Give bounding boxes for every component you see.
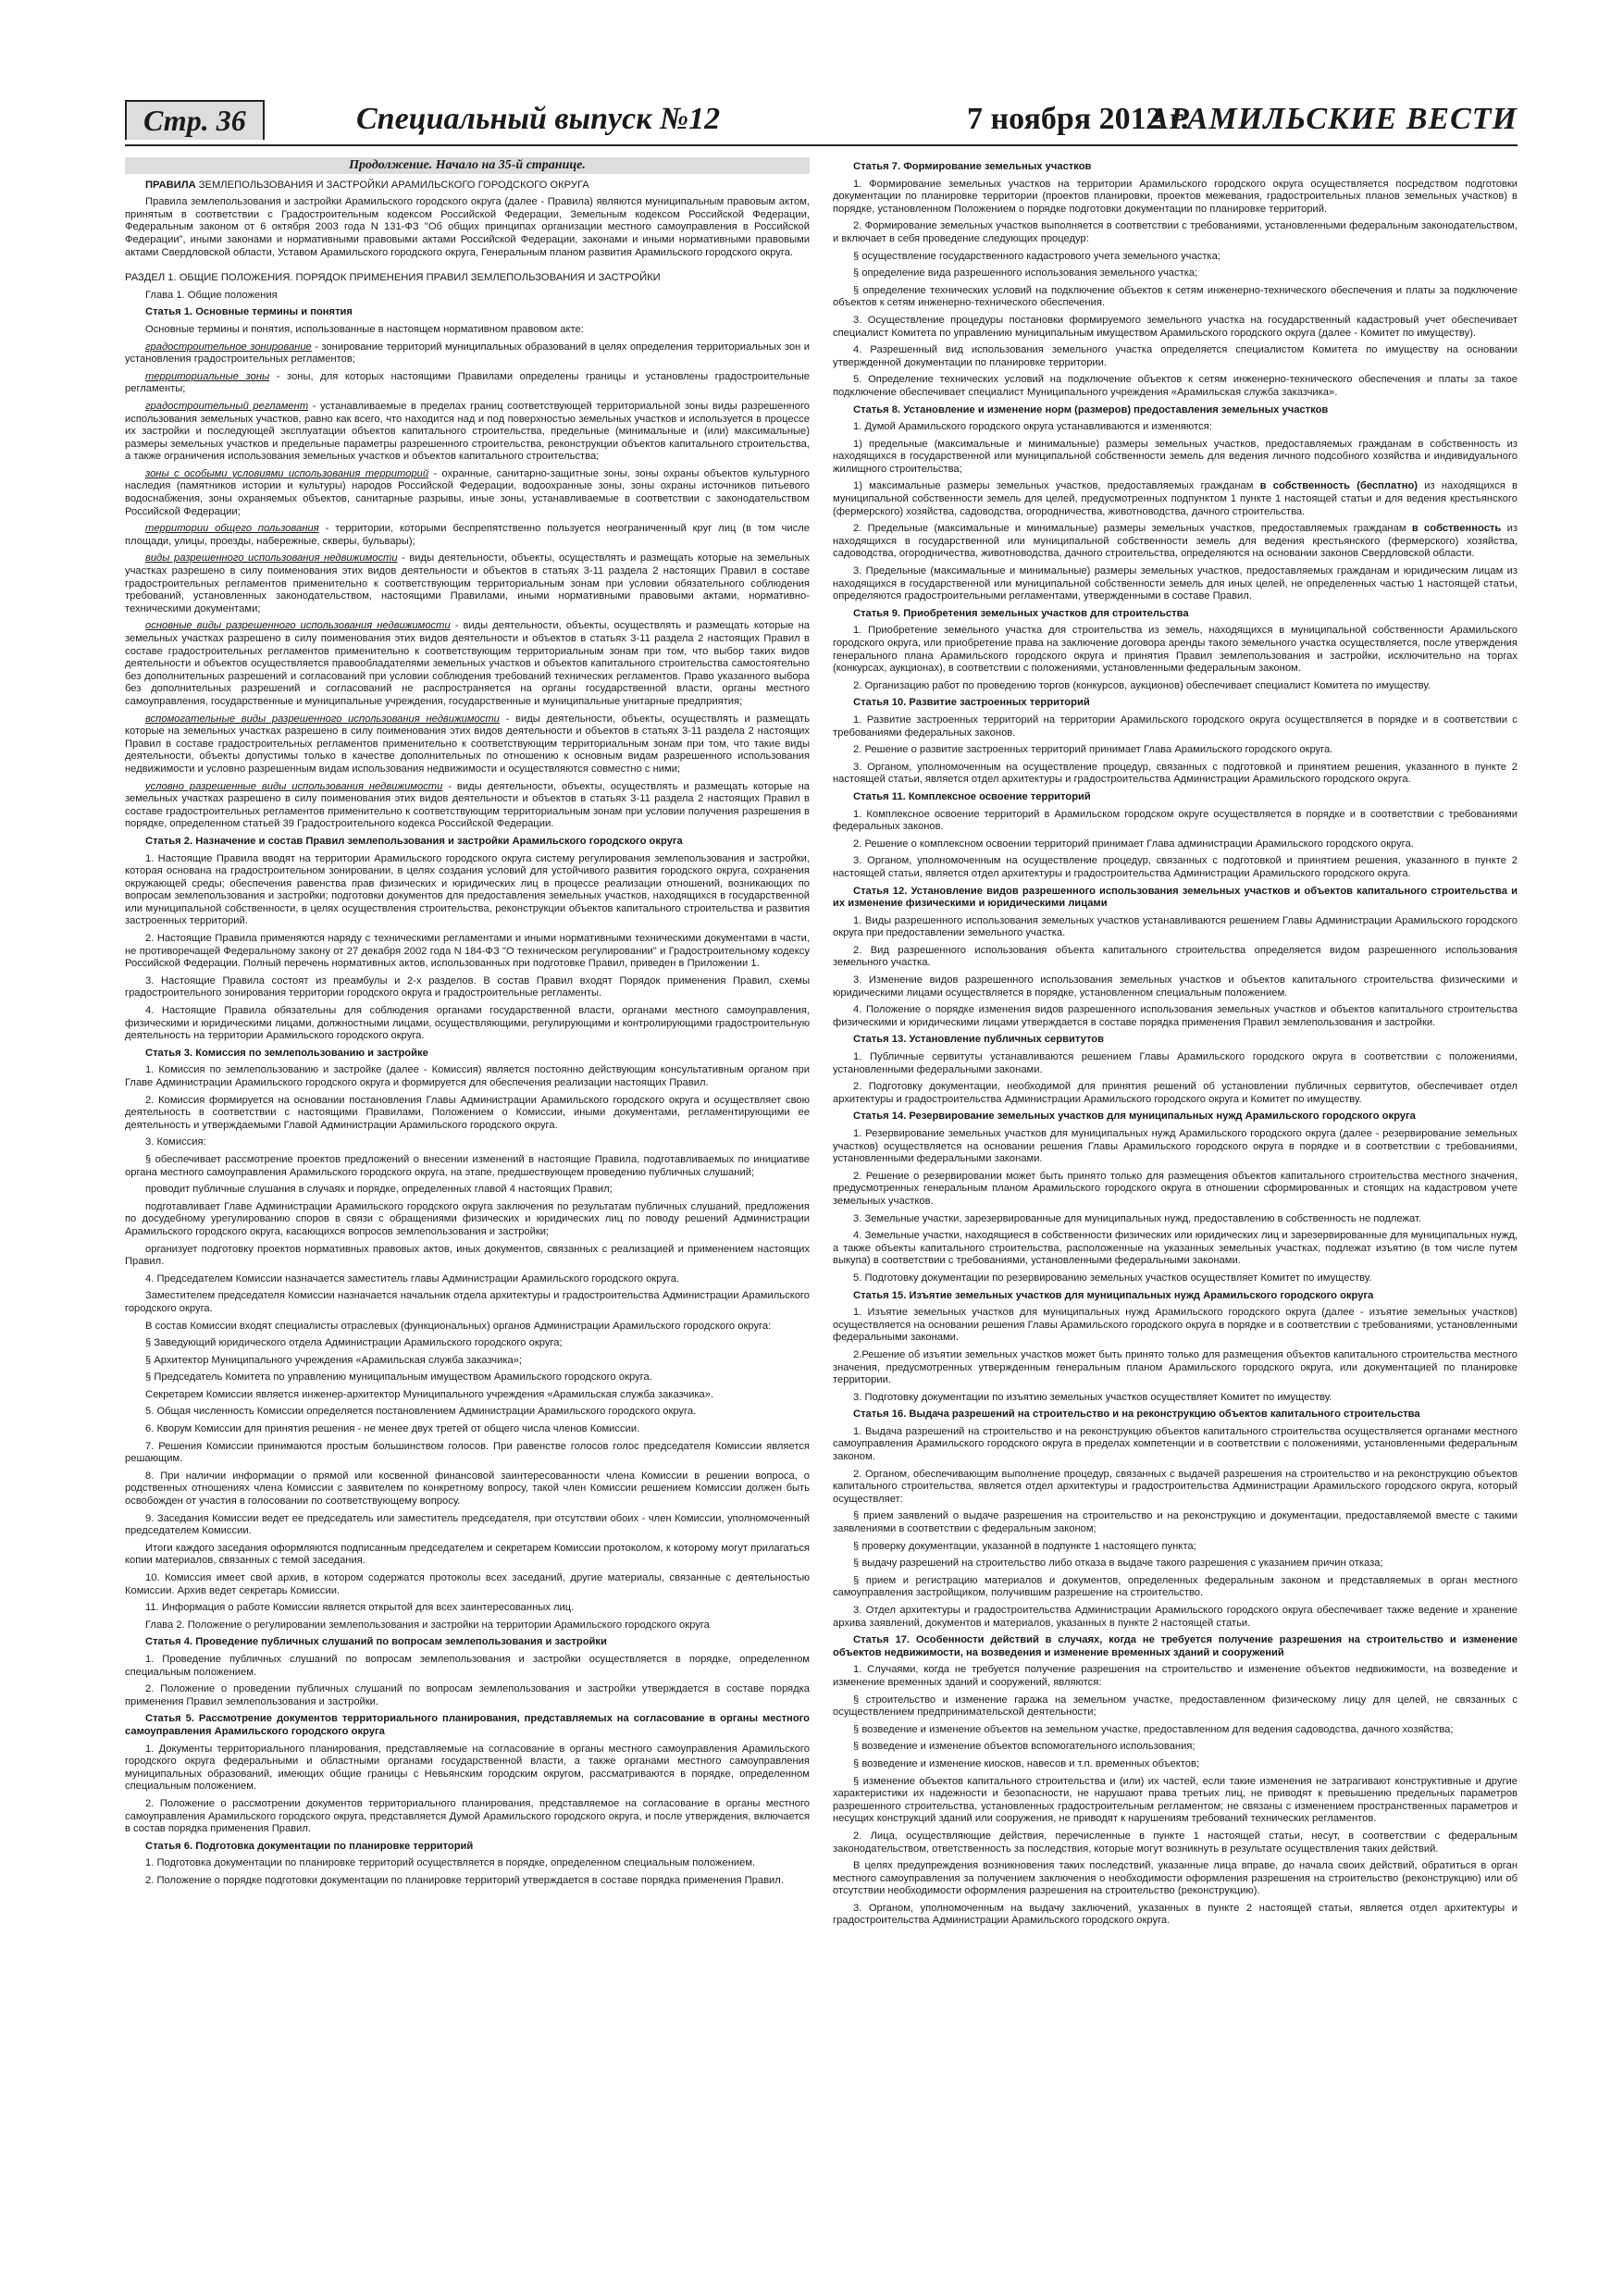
paragraph: 3. Изменение видов разрешенного использования земельных участков и объектов капитального строительства физическими и юридическими лицами осуществляется в порядке, установленном специальным положением. bbox=[833, 974, 1518, 999]
definition: - охранные, санитарно-защитные зоны, зоны охраны объектов культурного наследия (памятников истории и культуры) народов Российской Федерации, водоохранные зоны, зоны охраны источников питьевого водоснабжения, зоны охраняемых объектов, санитарные разрывы, иные зоны, устанавливаемые в соответствии с законодательством Российской Федерации; bbox=[125, 467, 810, 517]
definition: - виды деятельности, объекты, осуществлять и размещать которые на земельных участках разрешено в силу поименования этих видов деятельности и объектов в статьях 3-11 раздела 2 настоящих Правил в составе градостроительных регламентов применительно к соответствующим территориальным зонам при условии получения разрешения в порядке, определенном статьей 39 Градостроительного кодекса Российской Федерации. bbox=[125, 780, 810, 830]
paragraph: 4. Разрешенный вид использования земельного участка определяется специалистом Комитета по имуществу на основании утвержденной документации по планировке территории. bbox=[833, 344, 1518, 368]
continuation-note: Продолжение. Начало на 35-й странице. bbox=[125, 157, 810, 174]
list-item: § возведение и изменение объектов на земельном участке, предоставленном для ведения садоводства, дачного хозяйства; bbox=[853, 1723, 1454, 1735]
paragraph: 5. Определение технических условий на подключение объектов к сетям инженерно-технического обеспечения и платы за такое подключение обеспечивает специалист Муниципального учреждения «Арамильская служба заказчика». bbox=[833, 374, 1518, 398]
paragraph: 1. Думой Арамильского городского округа устанавливаются и изменяются: bbox=[853, 421, 1212, 433]
paragraph: 5. Общая численность Комиссии определяется постановлением Администрации Арамильского городского округа. bbox=[145, 1406, 697, 1418]
term-definition bbox=[125, 620, 810, 708]
paragraph: Итоги каждого заседания оформляются подписанным председателем и секретарем Комиссии протоколом, к которому могут прилагаться копии материалов, связанных с темой заседания. bbox=[125, 1542, 810, 1567]
article-heading: Статья 11. Комплексное освоение территорий bbox=[853, 790, 1091, 802]
term: виды разрешенного использования недвижимости bbox=[145, 552, 398, 565]
paragraph: 1. Публичные сервитуты устанавливаются решением Главы Арамильского городского округа в соответствии с положениями, установленными федеральными законами. bbox=[833, 1051, 1518, 1075]
page-number: Стр. 36 bbox=[125, 100, 265, 140]
list-item: § возведение и изменение объектов вспомогательного использования; bbox=[853, 1741, 1196, 1753]
paragraph: 1. Комплексное освоение территорий в Арамильском городском округе осуществляется в порядке и в соответствии с требованиями федеральных законов. bbox=[833, 808, 1518, 833]
paragraph: 1. Резервирование земельных участков для муниципальных нужд Арамильского городского округа (далее - резервирование земельных участков) осуществляется на основании решения Главы Арамильского городского округа в порядке и в соответствии с требованиями, установленными федеральными законами. bbox=[833, 1128, 1518, 1165]
article-heading: Статья 13. Установление публичных сервитутов bbox=[853, 1034, 1105, 1046]
paragraph: 1. Развитие застроенных территорий на территории Арамильского городского округа осуществляется в порядке и в соответствии с требованиями федеральных законов. bbox=[833, 714, 1518, 738]
article-heading: Статья 15. Изъятие земельных участков для муниципальных нужд Арамильского городского округа bbox=[853, 1289, 1374, 1301]
list-item: § изменение объектов капитального строительства и (или) их частей, если такие изменения не затрагивают конструктивные и другие характеристики их надежности и безопасности, не нарушают права третьих лиц, не приводят к превышению предельных параметров разрешенного строительства, установленных градостроительным регламентом; не связаны с изменением пространственных параметров и несущих конструкций зданий или сооружения, не приводят к нарушениям требований технических регламентов. bbox=[833, 1775, 1518, 1825]
chapter-heading: Глава 1. Общие положения bbox=[145, 289, 278, 301]
paragraph: 4. Земельные участки, находящиеся в собственности физических или юридических лиц и зарезервированные для муниципальных нужд, а также объекты капитального строительства, расположенные на указанных земельных участках, подлежат изъятию (в том числе путем выкупа) в соответствии с требованиями, установленными федеральными законами. bbox=[833, 1230, 1518, 1267]
text-run: 1) максимальные размеры земельных участков, предоставляемых гражданам bbox=[853, 480, 1260, 492]
list-item: § Заведующий юридического отдела Администрации Арамильского городского округа; bbox=[145, 1337, 563, 1349]
term: вспомогательные виды разрешенного использования недвижимости bbox=[145, 713, 500, 725]
term-definition bbox=[125, 401, 810, 464]
term: градостроительный регламент bbox=[145, 400, 309, 412]
list-item: § Архитектор Муниципального учреждения «Арамильская служба заказчика»; bbox=[145, 1354, 523, 1366]
term: градостроительное зонирование bbox=[145, 341, 312, 353]
term-definition bbox=[125, 341, 810, 366]
paragraph: 1. Выдача разрешений на строительство и на реконструкцию объектов капитального строительства осуществляется органами местного самоуправления Арамильского городского округа в пределах компетенции и в соответствии с положениями, установленными федеральным законом. bbox=[833, 1425, 1518, 1463]
paragraph: 2. Подготовку документации, необходимой для принятия решений об установлении публичных сервитутов, обеспечивает отдел архитектуры и градостроительства Администрации Арамильского городского округа и Комитет по имуществу. bbox=[833, 1081, 1518, 1105]
right-column bbox=[833, 157, 1518, 2249]
paragraph: 1. Комиссия по землепользованию и застройке (далее - Комиссия) является постоянно действующим консультативным органом при Главе Администрации Арамильского городского округа и формируется для обеспечения реализации настоящих Правил. bbox=[125, 1064, 810, 1088]
bold-run: в собственность bbox=[1411, 523, 1502, 535]
rules-title-bold: ПРАВИЛА bbox=[145, 179, 196, 191]
paragraph: 3. Отдел архитектуры и градостроительства Администрации Арамильского городского округа обеспечивает также ведение и хранение архива заявлений, документов и материалов, указанных в пункте 2 настоящей статьи. bbox=[833, 1605, 1518, 1629]
paragraph: 5. Подготовку документации по резервированию земельных участков осуществляет Комитет по имуществу. bbox=[853, 1272, 1372, 1284]
term: территориальные зоны bbox=[145, 370, 270, 382]
paragraph: 6. Кворум Комиссии для принятия решения - не менее двух третей от общего числа членов Комиссии. bbox=[145, 1423, 640, 1435]
paragraph: 2. Комиссия формируется на основании постановления Главы Администрации Арамильского городского округа и осуществляет свою деятельность в соответствии с настоящими Правилами, Положением о Комиссии, иными документами, регламентирующими ее деятельность и утверждаемыми Главой Администрации Арамильского городского округа. bbox=[125, 1094, 810, 1131]
paragraph: 1. Изъятие земельных участков для муниципальных нужд Арамильского городского округа (далее - изъятие земельных участков) осуществляется на основании решения Главы Арамильского городского округа в порядке и в соответствии с требованиями, установленными федеральными законами. bbox=[833, 1307, 1518, 1344]
list-item: § строительство и изменение гаража на земельном участке, предоставленном физическому лицу для целей, не связанных с осуществлением предпринимательской деятельности; bbox=[833, 1694, 1518, 1719]
article-heading: Статья 9. Приобретения земельных участков для строительства bbox=[853, 607, 1189, 619]
newspaper-name: АРАМИЛЬСКИЕ ВЕСТИ bbox=[1147, 102, 1518, 136]
article-heading: Статья 7. Формирование земельных участков bbox=[853, 161, 1092, 172]
definition: - виды деятельности, объекты, осуществлять и размещать которые на земельных участках разрешено в силу поименования этих видов деятельности и объектов в статьях 3-11 раздела 2 настоящих Правил в составе градостроительных регламентов применительно к соответствующим территориальным зонам при том, что выбор таких видов деятельности и объектов осуществляется правообладателями земельных участков и объектов капитального строительства самостоятельно без дополнительных разрешений и согласований при условии соблюдения требований технических регламентов. Право указанного выбора без дополнительных разрешений и согласований не распространяется на органы государственной власти, органы местного самоуправления, государственные и муниципальные учреждения, государственные и муниципальные унитарные предприятия; bbox=[125, 620, 810, 707]
paragraph: Правила землепользования и застройки Арамильского городского округа (далее - Правила) являются муниципальным правовым актом, принятым в соответствии с Градостроительным кодексом Российской Федерации, Земельным кодексом Российской Федерации, Федеральным законом от 6 октября 2003 года N 131-ФЗ "Об общих принципах организации местного самоуправления в Российской Федерации", иными законами и нормативными правовыми актами Российской Федерации, законами и иными нормативными правовыми актами Свердловской области, Уставом Арамильского городского округа, Генеральным планом развития Арамильского городского округа. bbox=[125, 196, 810, 258]
paragraph: 10. Комиссия имеет свой архив, в котором содержатся протоколы всех заседаний, другие материалы, связанные с деятельностью Комиссии. Архив ведет секретарь Комиссии. bbox=[125, 1572, 810, 1596]
paragraph: 2. Решение о развитие застроенных территорий принимает Глава Арамильского городского округа. bbox=[853, 744, 1333, 756]
term-definition bbox=[125, 371, 810, 396]
term: территории общего пользования bbox=[145, 523, 319, 535]
definition: - территории, которыми беспрепятственно пользуется неограниченный круг лиц (в том числе площади, улицы, проезды, набережные, скверы, бульвары); bbox=[125, 523, 810, 547]
article-heading: Статья 6. Подготовка документации по планировке территорий bbox=[145, 1840, 474, 1852]
paragraph: 1. Подготовка документации по планировке территорий осуществляется в порядке, определенном специальным положением. bbox=[145, 1857, 756, 1869]
text-run: 2. Предельные (максимальные и минимальные) размеры земельных участков, предоставляемых гражданам bbox=[853, 523, 1412, 535]
paragraph: 4. Председателем Комиссии назначается заместитель главы Администрации Арамильского городского округа. bbox=[145, 1272, 680, 1285]
rules-title bbox=[125, 180, 810, 192]
paragraph: 1. Проведение публичных слушаний по вопросам землепользования и застройки осуществляется в порядке, определенном специальным положением. bbox=[125, 1653, 810, 1678]
term-definition bbox=[125, 468, 810, 518]
paragraph: 1. Приобретение земельного участка для строительства из земель, находящихся в муниципальной собственности Арамильского городского округа, или приобретение права на заключение договора аренды такого земельного участка осуществляется, после утверждения генерального плана Арамильского городского округа и принятия Правил землепользования и застройки, исключительно на торгах (конкурсах, аукционах), в соответствии с положениями, установленными федеральным законом. bbox=[833, 625, 1518, 675]
list-item: подготавливает Главе Администрации Арамильского городского округа заключения по результатам публичных слушаний, предложения по досудебному урегулированию споров в связи с обращениями физических и юридических лиц по поводу решений Администрации Арамильского городского округа, касающихся вопросов землепользования и застройки; bbox=[125, 1200, 810, 1237]
list-item: § выдачу разрешений на строительство либо отказа в выдаче такого разрешения с указанием причин отказа; bbox=[853, 1558, 1383, 1570]
text-run: из находящихся в государственной или муниципальной собственности земель для ведения крестьянского (фермерского) хозяйства, садоводства, огородничества, животноводства, дачного строительства, определяются на основании законов Свердловской области. bbox=[833, 523, 1518, 560]
term: основные виды разрешенного использования недвижимости bbox=[145, 620, 451, 632]
paragraph: 3. Комиссия: bbox=[145, 1136, 206, 1148]
article-heading: Статья 10. Развитие застроенных территорий bbox=[853, 697, 1090, 709]
paragraph: 1. Случаями, когда не требуется получение разрешения на строительство и изменение объектов недвижимости, на возведение и изменение временных зданий и сооружений, являются: bbox=[833, 1664, 1518, 1688]
term: зоны с особыми условиями использования территорий bbox=[145, 467, 429, 479]
term: условно разрешенные виды использования недвижимости bbox=[145, 780, 443, 792]
paragraph: 3. Органом, уполномоченным на выдачу заключений, указанных в пункте 2 настоящей статьи, является отдел архитектуры и градостроительства Администрации Арамильского городского округа. bbox=[833, 1902, 1518, 1927]
left-column bbox=[125, 157, 810, 2249]
paragraph: В состав Комиссии входят специалисты отраслевых (функциональных) органов Администрации Арамильского городского округа: bbox=[145, 1320, 772, 1332]
list-item: § определение вида разрешенного использования земельного участка; bbox=[853, 267, 1198, 279]
page-header bbox=[125, 100, 1518, 146]
list-item: § Председатель Комитета по управлению муниципальным имуществом Арамильского городского округа. bbox=[145, 1371, 652, 1384]
paragraph: 1. Формирование земельных участков на территории Арамильского городского округа осуществляется посредством подготовки документации по планировке территории (проектов планировки, проектов межевания, градостроительных планов земельных участков) в порядке, установленном Положением о порядке подготовки документации по планировке территорий. bbox=[833, 178, 1518, 215]
text-run: из находящихся в муниципальной собственности земель для целей, предусмотренных подпунктом 1 пункте 1 настоящей статьи и для ведения крестьянского (фермерского) хозяйства, садоводства, огородничества, животноводства, дачного строительства. bbox=[833, 480, 1518, 517]
term-definition bbox=[125, 781, 810, 831]
paragraph bbox=[833, 523, 1518, 561]
paragraph: 2. Органом, обеспечивающим выполнение процедур, связанных с выдачей разрешения на строительство и на реконструкцию объектов капитального строительства, является отдел архитектуры и градостроительства Администрации Арамильского городского округа, который осуществляет: bbox=[833, 1468, 1518, 1505]
article-heading: Статья 4. Проведение публичных слушаний по вопросам землепользования и застройки bbox=[145, 1636, 607, 1648]
paragraph: 1. Виды разрешенного использования земельных участков устанавливаются решением Главы Администрации Арамильского городского округа при предоставлении земельного участка. bbox=[833, 914, 1518, 939]
article-heading: Статья 16. Выдача разрешений на строительство и на реконструкцию объектов капитального строительства bbox=[853, 1409, 1420, 1421]
article-heading: Статья 8. Установление и изменение норм (размеров) предоставления земельных участков bbox=[853, 403, 1329, 416]
paragraph: 2. Настоящие Правила применяются наряду с техническими регламентами и иными нормативными техническими документами в части, не противоречащей Федеральному закону от 27 декабря 2002 года N 184-ФЗ "О техническом регулировании" и Градостроительному кодексу Российской Федерации. Полный перечень нормативных актов, использованных при подготовке Правил, приведен в Приложении 1. bbox=[125, 933, 810, 970]
paragraph: 2.Решение об изъятии земельных участков может быть принято только для размещения объектов капитального строительства местного значения, предусмотренных утвержденным генеральным планом Арамильского городского округа, или документацией по планировке территории. bbox=[833, 1348, 1518, 1386]
article-heading: Статья 2. Назначение и состав Правил землепользования и застройки Арамильского городского округа bbox=[145, 835, 683, 847]
paragraph: 11. Информация о работе Комиссии является открытой для всех заинтересованных лиц. bbox=[145, 1602, 575, 1614]
term-definition bbox=[125, 714, 810, 776]
list-item: § возведение и изменение киосков, навесов и т.п. временных объектов; bbox=[853, 1757, 1200, 1769]
paragraph: 3. Земельные участки, зарезервированные для муниципальных нужд, предоставлению в собственность не подлежат. bbox=[853, 1212, 1421, 1224]
list-item: § обеспечивает рассмотрение проектов предложений о внесении изменений в настоящие Правила, подготавливаемых по инициативе органа местного самоуправления Арамильского городского округа, на этапе, предшествующем проведению публичных слушаний; bbox=[125, 1153, 810, 1178]
section-heading: РАЗДЕЛ 1. ОБЩИЕ ПОЛОЖЕНИЯ. ПОРЯДОК ПРИМЕНЕНИЯ ПРАВИЛ ЗЕМЛЕПОЛЬЗОВАНИЯ И ЗАСТРОЙКИ bbox=[125, 272, 661, 284]
paragraph: 3. Настоящие Правила состоят из преамбулы и 2-х разделов. В состав Правил входят Порядок применения Правил, схемы градостроительного зонирования территории городского округа и градостроительные регламенты. bbox=[125, 974, 810, 999]
issue-title: Специальный выпуск №12 bbox=[356, 102, 721, 136]
article-heading: Статья 12. Установление видов разрешенного использования земельных участков и объектов капитального строительства и их изменение физическими и юридическими лицами bbox=[833, 885, 1518, 910]
chapter-heading: Глава 2. Положение о регулировании землепользования и застройки на территории Арамильского городского округа bbox=[145, 1619, 710, 1631]
paragraph: Заместителем председателя Комиссии назначается начальник отдела архитектуры и градостроительства Администрации Арамильского городского округа. bbox=[125, 1290, 810, 1314]
list-item: § прием и регистрацию материалов и документов, определенных федеральным законом и представляемых в орган местного самоуправления застройщиком, получившим разрешение на строительство. bbox=[833, 1574, 1518, 1599]
list-item: § определение технических условий на подключение объектов к сетям инженерно-технического обеспечения и платы за подключение объектов к сетям инженерно-технического обеспечения. bbox=[833, 284, 1518, 309]
list-item: § проверку документации, указанной в подпункте 1 настоящего пункта; bbox=[853, 1540, 1196, 1552]
paragraph: 2. Формирование земельных участков выполняется в соответствии с требованиями, установленными федеральным законодательством, и включает в себя проведение следующих процедур: bbox=[833, 220, 1518, 244]
paragraph: 2. Положение о порядке подготовки документации по планировке территорий утверждается в составе порядка применения Правил. bbox=[145, 1874, 784, 1886]
paragraph: Основные термины и понятия, использованные в настоящем нормативном правовом акте: bbox=[145, 323, 584, 335]
paragraph: 8. При наличии информации о прямой или косвенной финансовой заинтересованности члена Комиссии в решении вопроса, о родственных отношениях члена Комиссии с заявителем по конкретному вопросу, такой член Комиссии решением Комиссии должен быть освобожден от участия в голосовании по соответствующему вопросу. bbox=[125, 1470, 810, 1508]
paragraph: 3. Предельные (максимальные и минимальные) размеры земельных участков, предоставляемых гражданам и юридическим лицам из находящихся в государственной или муниципальной собственности земель для иных целей, не определенных частью 1 настоящей статьи, определяются градостроительными регламентами, утвержденными в составе Правил. bbox=[833, 565, 1518, 602]
paragraph: 1. Документы территориального планирования, представляемые на согласование в органы местного самоуправления Арамильского городского округа федеральными и областными органами государственной власти, а также органами местного самоуправления муниципальных образований, имеющих общие границы с Невьянским городским округом, рассматриваются в порядке, определенном специальным положением. bbox=[125, 1743, 810, 1793]
article-heading: Статья 17. Особенности действий в случаях, когда не требуется получение разрешения на строительство и изменение объектов недвижимости, на возведения и изменение временных зданий и сооружений bbox=[833, 1634, 1518, 1658]
paragraph: 2. Положение о рассмотрении документов территориального планирования, представляемое на согласование в органы местного самоуправления Арамильского городского округа, представляется Думой Арамильского городского округа, и после утверждения, включается в состав порядка применения Правил. bbox=[125, 1797, 810, 1835]
article-heading: Статья 3. Комиссия по землепользованию и застройке bbox=[145, 1047, 428, 1059]
article-heading: Статья 5. Рассмотрение документов территориального планирования, представляемых на согласование в органы местного самоуправления Арамильского городского округа bbox=[125, 1713, 810, 1737]
paragraph: В целях предупреждения возникновения таких последствий, указанные лица вправе, до начала своих действий, обратиться в орган местного самоуправления за получением заключения о необходимости оформления разрешения на строительство (реконструкцию) или об отсутствии необходимости оформления разрешения на строительство (реконструкцию). bbox=[833, 1860, 1518, 1897]
paragraph: 2. Решение о резервировании может быть принято только для размещения объектов капитального строительства местного значения, предусмотренных генеральным планом Арамильского городского округа в отношении сформированных и стоящих на кадастровом учете земельных участков. bbox=[833, 1170, 1518, 1207]
paragraph: 2. Решение о комплексном освоении территорий принимает Глава администрации Арамильского городского округа. bbox=[853, 838, 1414, 850]
list-item: организует подготовку проектов нормативных правовых актов, иных документов, связанных с реализацией и применением настоящих Правил. bbox=[125, 1243, 810, 1268]
paragraph: Секретарем Комиссии является инженер-архитектор Муниципального учреждения «Арамильская служба заказчика». bbox=[145, 1388, 714, 1400]
paragraph: 3. Осуществление процедуры постановки формируемого земельного участка на государственный кадастровый учет обеспечивает специалист Комитета по управлению муниципальным имуществом Арамильского городского округа (далее - Комитет по имуществу). bbox=[833, 314, 1518, 339]
paragraph: 4. Настоящие Правила обязательны для соблюдения органами государственной власти, органами местного самоуправления, физическими и юридическими лицами, должностными лицами, осуществляющими, регулирующими и контролирующими градостроительную деятельность на территории Арамильского городского округа. bbox=[125, 1005, 810, 1042]
paragraph: 2. Положение о проведении публичных слушаний по вопросам землепользования и застройки утверждается в составе порядка применения Правил землепользования и застройки. bbox=[125, 1683, 810, 1707]
rules-title-rest: ЗЕМЛЕПОЛЬЗОВАНИЯ И ЗАСТРОЙКИ АРАМИЛЬСКОГО ГОРОДСКОГО ОКРУГА bbox=[195, 179, 589, 191]
definition: - зонирование территорий муниципальных образований в целях определения территориальных зон и установления градостроительных регламентов; bbox=[125, 341, 810, 366]
definition: - устанавливаемые в пределах границ соответствующей территориальной зоны виды разрешенного использования земельных участков, равно как всего, что находится над и под поверхностью земельных участков и используется в процессе их застройки и последующей эксплуатации объектов капитального строительства, предельные (минимальные и (или) максимальные) размеры земельных участков и предельные параметры разрешенного строительства, реконструкции объектов капитального строительства, а также ограничения использования земельных участков и объектов капитального строительства; bbox=[125, 400, 810, 463]
definition: - зоны, для которых настоящими Правилами определены границы и установлены градостроительные регламенты; bbox=[125, 370, 810, 395]
paragraph: 2. Вид разрешенного использования объекта капитального строительства определяется видом разрешенного использования земельного участка. bbox=[833, 944, 1518, 969]
paragraph: 3. Органом, уполномоченным на осуществление процедур, связанных с подготовкой и принятием решения, указанного в пункте 2 настоящей статьи, является отдел архитектуры и градостроительства Администрации Арамильского городского округа. bbox=[833, 761, 1518, 786]
term-definition bbox=[125, 552, 810, 615]
definition: - виды деятельности, объекты, осуществлять и размещать которые на земельных участках разрешено в силу поименования этих видов деятельности и объектов в статьях 3-11 раздела 2 настоящих Правил в составе градостроительных регламентов применительно к соответствующим территориальным зонам при том, что такие виды деятельности, объекты допустимы только в качестве дополнительных по отношению к основным видам разрешенного использования недвижимости и условно разрешенным видам использования недвижимости и осуществляются совместно с ними; bbox=[125, 713, 810, 775]
paragraph: 4. Положение о порядке изменения видов разрешенного использования земельных участков и объектов капитального строительства физическими и юридическими лицами утверждается в составе порядка применения Правил землепользования и застройки. bbox=[833, 1004, 1518, 1028]
article-heading: Статья 1. Основные термины и понятия bbox=[145, 306, 353, 318]
list-item: проводит публичные слушания в случаях и порядке, определенных главой 4 настоящих Правил; bbox=[145, 1184, 613, 1196]
paragraph: 3. Органом, уполномоченным на осуществление процедур, связанных с подготовкой и принятием решения, указанного в пункте 2 настоящей статьи, является отдел архитектуры и градостроительства Администрации Арамильского городского округа. bbox=[833, 855, 1518, 879]
definition: - виды деятельности, объекты, осуществлять и размещать которые на земельных участках разрешено в силу поименования этих видов деятельности и объектов в статьях 3-11 раздела 2 настоящих Правил в составе градостроительных регламентов применительно к соответствующим территориальным зонам при условии обязательного соблюдения требований, установленных законодательством, настоящими Правилами, иными нормативными правовыми актами, нормативно-техническими документами; bbox=[125, 552, 810, 614]
paragraph: 9. Заседания Комиссии ведет ее председатель или заместитель председателя, при отсутствии обоих - член Комиссии, уполномоченный председателем Комиссии. bbox=[125, 1512, 810, 1537]
issue-date: 7 ноября 2012 г. bbox=[967, 102, 1189, 136]
list-item: § осуществление государственного кадастрового учета земельного участка; bbox=[853, 250, 1220, 262]
bold-run: в собственность (бесплатно) bbox=[1259, 480, 1419, 492]
list-item bbox=[833, 480, 1518, 518]
list-item: § прием заявлений о выдаче разрешения на строительство и на реконструкцию и документации, предоставляемой вместе с такими заявлениями в соответствии с федеральным законом; bbox=[833, 1510, 1518, 1535]
paragraph: 7. Решения Комиссии принимаются простым большинством голосов. При равенстве голосов голос председателя Комиссии является решающим. bbox=[125, 1440, 810, 1465]
paragraph: 2. Лица, осуществляющие действия, перечисленные в пункте 1 настоящей статьи, несут, в соответствии с федеральным законодательством, ответственность за последствия, которые могут возникнуть в результате осуществления таких действий. bbox=[833, 1830, 1518, 1855]
paragraph: 1. Настоящие Правила вводят на территории Арамильского городского округа систему регулирования землепользования и застройки, которая основана на градостроительном зонировании, в целях создания условий для устойчивого развития городского округа, сохранения окружающей среды; обеспечения равенства прав физических и юридических лиц в процессе реализации отношений, возникающих по вопросам землепользования и застройки; подготовки документов для предоставления земельных участков, находящихся в государственной или муниципальной собственности, в целях осуществления строительства, реконструкции объектов капитального строительства и развития застроенных территорий. bbox=[125, 852, 810, 927]
paragraph: 3. Подготовку документации по изъятию земельных участков осуществляет Комитет по имуществу. bbox=[853, 1391, 1332, 1403]
paragraph: 2. Организацию работ по проведению торгов (конкурсов, аукционов) обеспечивает специалист Комитета по имуществу. bbox=[853, 679, 1431, 691]
article-heading: Статья 14. Резервирование земельных участков для муниципальных нужд Арамильского городского округа bbox=[853, 1111, 1416, 1123]
term-definition bbox=[125, 523, 810, 548]
list-item: 1) предельные (максимальные и минимальные) размеры земельных участков, предоставляемых гражданам в собственность из находящихся в государственной или муниципальной собственности земель для ведения личного подсобного хозяйства и индивидуального жилищного строительства; bbox=[833, 438, 1518, 475]
